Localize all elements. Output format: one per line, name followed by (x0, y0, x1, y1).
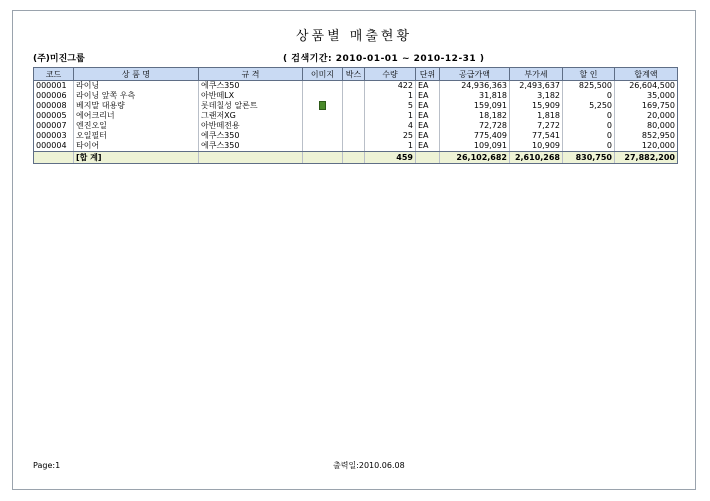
header-box: 박스 (343, 68, 365, 81)
cell-supply: 159,091 (440, 101, 510, 111)
cell-total: 20,000 (615, 111, 678, 121)
totals-row (34, 152, 678, 164)
print-date: 출력일:2010.06.08 (333, 461, 405, 470)
cell-unit: EA (416, 81, 440, 92)
cell-vat: 7,272 (510, 121, 563, 131)
cell-image (303, 111, 343, 121)
cell-box (343, 131, 365, 141)
cell-name: 타이어 (74, 141, 199, 152)
cell-unit: EA (416, 121, 440, 131)
cell-unit: EA (416, 111, 440, 121)
header-code: 코드 (34, 68, 74, 81)
cell-name: 라이닝 앞쪽 우측 (74, 91, 199, 101)
cell-code: 000003 (34, 131, 74, 141)
cell-spec: 에쿠스350 (199, 131, 303, 141)
sales-table (33, 67, 678, 164)
cell-total: 852,950 (615, 131, 678, 141)
header-spec: 규 격 (199, 68, 303, 81)
cell-name: 베지말 대용량 (74, 101, 199, 111)
totals-supply: 26,102,682 (440, 152, 510, 164)
table-header-row (34, 68, 678, 81)
cell-box (343, 81, 365, 92)
company-name: (주)미진그룹 (33, 54, 85, 64)
cell-name: 라이닝 (74, 81, 199, 92)
header-qty: 수량 (365, 68, 416, 81)
cell-unit: EA (416, 91, 440, 101)
cell-spec: 에쿠스350 (199, 141, 303, 152)
cell-box (343, 121, 365, 131)
cell-image (303, 91, 343, 101)
cell-supply: 109,091 (440, 141, 510, 152)
totals-qty: 459 (365, 152, 416, 164)
cell-discount: 0 (563, 111, 615, 121)
cell-box (343, 101, 365, 111)
header-supply: 공급가액 (440, 68, 510, 81)
table-row (34, 101, 678, 111)
cell-total: 120,000 (615, 141, 678, 152)
header-vat: 부가세 (510, 68, 563, 81)
cell-supply: 31,818 (440, 91, 510, 101)
cell-qty: 4 (365, 121, 416, 131)
page-number: Page:1 (33, 461, 61, 470)
cell-name: 엔진오일 (74, 121, 199, 131)
cell-image (303, 101, 343, 111)
cell-qty: 5 (365, 101, 416, 111)
table-row (34, 121, 678, 131)
table-row (34, 91, 678, 101)
cell-spec: 아반떼LX (199, 91, 303, 101)
cell-supply: 18,182 (440, 111, 510, 121)
cell-unit: EA (416, 141, 440, 152)
product-image-icon (319, 101, 326, 110)
cell-qty: 422 (365, 81, 416, 92)
cell-box (343, 91, 365, 101)
table-row (34, 131, 678, 141)
header-unit: 단위 (416, 68, 440, 81)
table-row (34, 81, 678, 92)
cell-discount: 0 (563, 141, 615, 152)
cell-code: 000006 (34, 91, 74, 101)
cell-supply: 72,728 (440, 121, 510, 131)
cell-image (303, 121, 343, 131)
cell-vat: 10,909 (510, 141, 563, 152)
cell-name: 에어크리너 (74, 111, 199, 121)
report-title: 상품별 매출현황 (295, 29, 413, 44)
cell-code: 000004 (34, 141, 74, 152)
header-discount: 할 인 (563, 68, 615, 81)
totals-total: 27,882,200 (615, 152, 678, 164)
cell-qty: 1 (365, 141, 416, 152)
cell-code: 000007 (34, 121, 74, 131)
cell-vat: 1,818 (510, 111, 563, 121)
totals-vat: 2,610,268 (510, 152, 563, 164)
cell-vat: 15,909 (510, 101, 563, 111)
cell-spec: 롯데칠성 알론트 (199, 101, 303, 111)
cell-code: 000001 (34, 81, 74, 92)
cell-box (343, 141, 365, 152)
cell-total: 35,000 (615, 91, 678, 101)
search-period: ( 검색기간: 2010-01-01 ~ 2010-12-31 ) (283, 54, 485, 64)
cell-discount: 5,250 (563, 101, 615, 111)
table-row (34, 141, 678, 152)
cell-spec: 아반떼전용 (199, 121, 303, 131)
cell-discount: 825,500 (563, 81, 615, 92)
cell-code: 000005 (34, 111, 74, 121)
totals-discount: 830,750 (563, 152, 615, 164)
cell-qty: 25 (365, 131, 416, 141)
cell-image (303, 81, 343, 92)
cell-spec: 에쿠스350 (199, 81, 303, 92)
cell-vat: 77,541 (510, 131, 563, 141)
cell-spec: 그랜저XG (199, 111, 303, 121)
table-row (34, 111, 678, 121)
cell-discount: 0 (563, 131, 615, 141)
cell-supply: 775,409 (440, 131, 510, 141)
cell-qty: 1 (365, 111, 416, 121)
cell-code: 000008 (34, 101, 74, 111)
cell-qty: 1 (365, 91, 416, 101)
cell-total: 169,750 (615, 101, 678, 111)
cell-unit: EA (416, 101, 440, 111)
cell-box (343, 111, 365, 121)
header-total: 합계액 (615, 68, 678, 81)
cell-name: 오일필터 (74, 131, 199, 141)
report-page (12, 10, 696, 490)
cell-supply: 24,936,363 (440, 81, 510, 92)
header-name: 상 품 명 (74, 68, 199, 81)
cell-total: 26,604,500 (615, 81, 678, 92)
cell-vat: 3,182 (510, 91, 563, 101)
header-image: 이미지 (303, 68, 343, 81)
cell-unit: EA (416, 131, 440, 141)
cell-total: 80,000 (615, 121, 678, 131)
cell-discount: 0 (563, 121, 615, 131)
cell-discount: 0 (563, 91, 615, 101)
cell-image (303, 131, 343, 141)
totals-label: [합 계] (74, 152, 199, 164)
cell-vat: 2,493,637 (510, 81, 563, 92)
cell-image (303, 141, 343, 152)
